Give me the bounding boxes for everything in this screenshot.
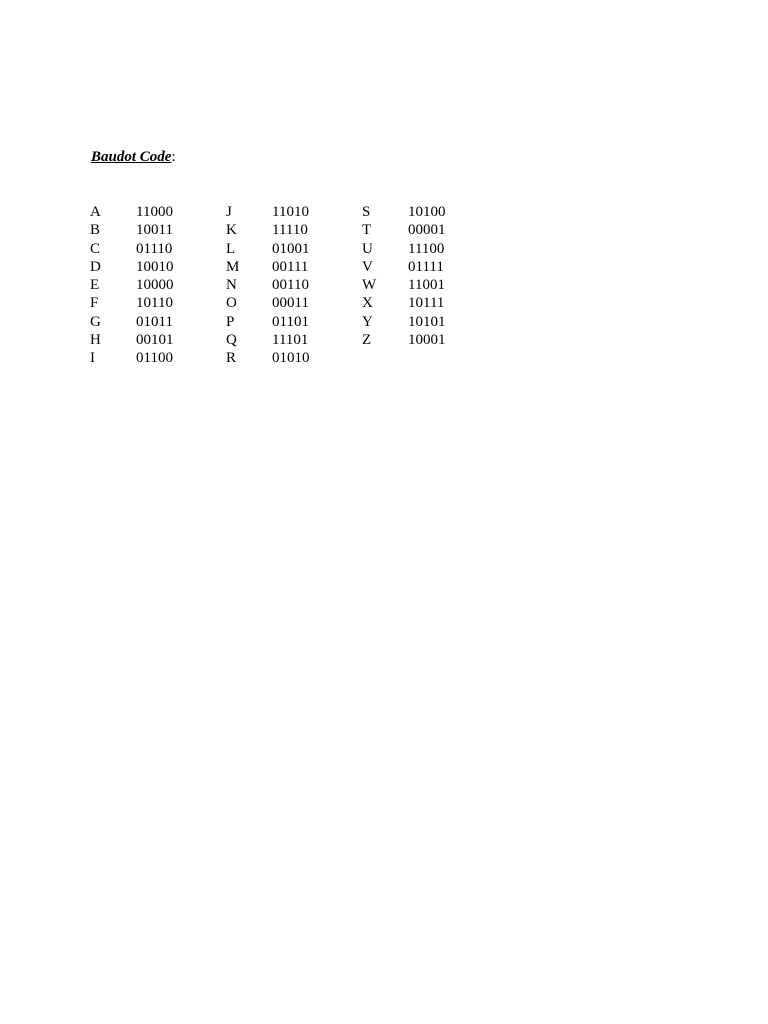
code-bits: 11110 (272, 222, 308, 239)
code-bits: 00110 (272, 277, 309, 293)
code-row (362, 240, 498, 258)
code-row (362, 258, 498, 276)
code-bits: 10110 (136, 295, 173, 312)
code-letter: M (226, 258, 240, 275)
heading-suffix: : (171, 149, 176, 165)
code-row (362, 203, 498, 221)
code-row (90, 276, 226, 294)
code-letter: D (90, 258, 101, 275)
code-bits: 01101 (272, 313, 309, 330)
code-row (90, 331, 226, 349)
code-bits: 10011 (136, 222, 173, 239)
code-row (362, 294, 498, 312)
code-bits: 10100 (408, 204, 446, 220)
code-bits: 00011 (272, 295, 309, 312)
code-bits: 01111 (408, 258, 444, 275)
code-letter: J (226, 204, 232, 220)
code-letter: C (90, 240, 101, 257)
code-row (362, 313, 498, 331)
code-letter: W (362, 277, 377, 293)
code-bits: 01011 (136, 313, 173, 330)
code-letter: H (90, 331, 101, 348)
code-letter: S (362, 204, 371, 220)
code-letter: N (226, 277, 237, 293)
code-row (90, 203, 226, 221)
code-letter: Q (226, 331, 237, 348)
code-row (362, 221, 498, 239)
code-letter: R (226, 350, 237, 366)
code-row (226, 203, 362, 221)
code-letter: Z (362, 331, 372, 348)
code-row (362, 331, 498, 349)
code-bits: 11000 (136, 204, 173, 220)
code-letter: X (362, 295, 373, 312)
code-bits: 10000 (136, 277, 174, 293)
code-row (90, 221, 226, 239)
code-bits: 11100 (408, 240, 445, 257)
code-bits: 01110 (136, 240, 173, 257)
code-letter: F (90, 295, 99, 312)
code-bits: 10001 (408, 331, 446, 348)
code-letter: I (90, 350, 95, 366)
code-row (90, 313, 226, 331)
code-row (226, 313, 362, 331)
code-row (226, 240, 362, 258)
code-bits: 10111 (408, 295, 445, 312)
code-letter: U (362, 240, 373, 257)
code-row (226, 258, 362, 276)
code-row (226, 331, 362, 349)
code-letter: V (362, 258, 373, 275)
code-bits: 00111 (272, 258, 309, 275)
code-row (226, 276, 362, 294)
code-row (362, 276, 498, 294)
code-letter: Y (362, 313, 373, 330)
code-row (90, 349, 226, 367)
code-letter: O (226, 295, 237, 312)
code-bits: 01010 (272, 350, 310, 366)
code-row (226, 221, 362, 239)
code-bits: 11001 (408, 277, 445, 293)
code-bits: 11010 (272, 204, 309, 220)
code-column (226, 203, 362, 367)
baudot-code-table (90, 203, 498, 367)
code-column (90, 203, 226, 367)
code-row (90, 294, 226, 312)
code-column (362, 203, 498, 367)
code-row (226, 294, 362, 312)
heading-title: Baudot Code (91, 149, 172, 165)
code-letter: P (226, 313, 235, 330)
code-letter: L (226, 240, 236, 257)
code-letter: A (90, 204, 101, 220)
code-bits: 00101 (136, 331, 174, 348)
code-bits: 01001 (272, 240, 310, 257)
code-row (90, 258, 226, 276)
code-bits: 10101 (408, 313, 446, 330)
code-bits: 00001 (408, 222, 446, 239)
code-letter: B (90, 222, 101, 239)
code-row (90, 240, 226, 258)
code-letter: T (362, 222, 372, 239)
code-bits: 10010 (136, 258, 174, 275)
code-letter: G (90, 313, 101, 330)
code-bits: 11101 (272, 331, 309, 348)
code-bits: 01100 (136, 350, 173, 366)
code-row (226, 349, 362, 367)
code-letter: E (90, 277, 100, 293)
document-heading (91, 148, 176, 166)
code-letter: K (226, 222, 237, 239)
